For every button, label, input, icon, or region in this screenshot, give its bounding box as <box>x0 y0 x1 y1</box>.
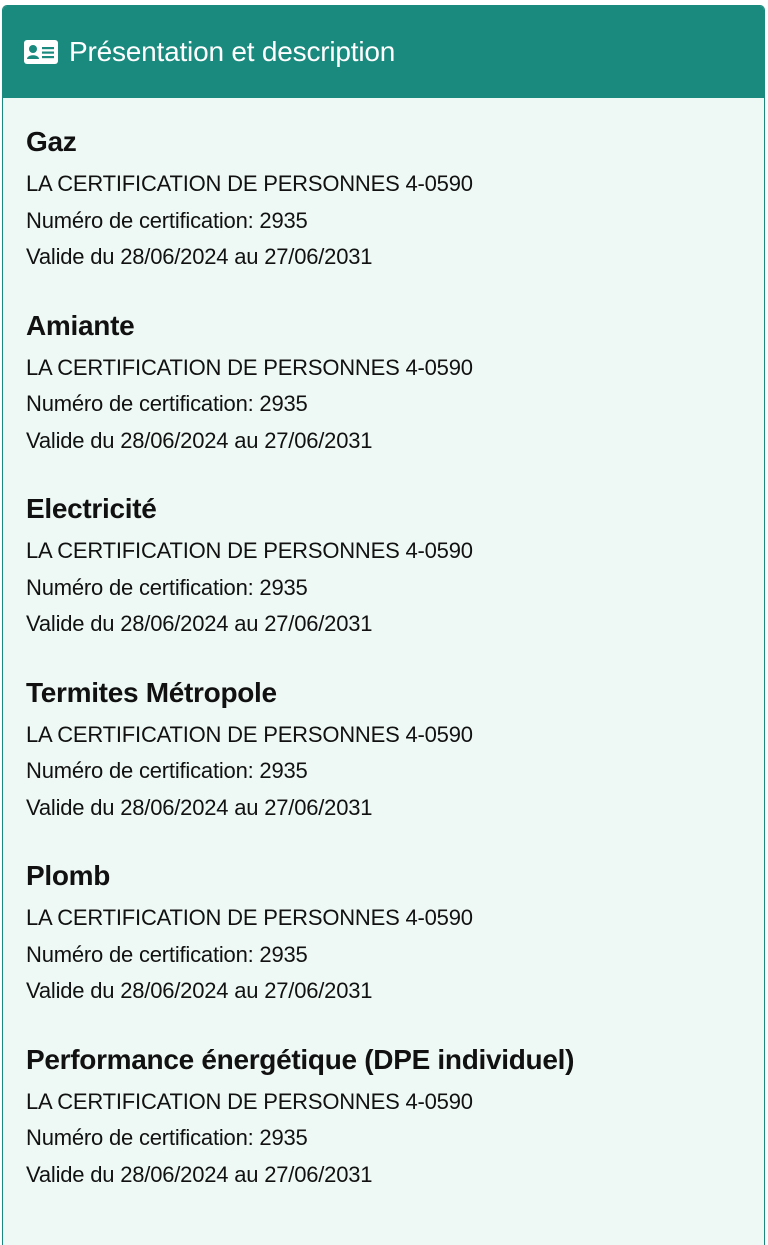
certification-validity: Valide du 28/06/2024 au 27/06/2031 <box>26 794 373 820</box>
certification-number: Numéro de certification: 2935 <box>26 941 308 967</box>
certification-name: Termites Métropole <box>26 676 277 708</box>
certification-organism: LA CERTIFICATION DE PERSONNES 4-0590 <box>26 354 473 380</box>
certification-organism: LA CERTIFICATION DE PERSONNES 4-0590 <box>26 538 473 563</box>
certification-item <box>26 676 764 827</box>
certification-item <box>26 1043 764 1194</box>
certification-name: Performance énergétique (DPE individuel) <box>26 1043 575 1075</box>
certification-organism: LA CERTIFICATION DE PERSONNES 4-0590 <box>26 905 473 930</box>
certification-name: Amiante <box>26 309 135 341</box>
id-card-icon <box>23 38 59 66</box>
certification-name: Electricité <box>26 493 157 524</box>
certification-name: Gaz <box>26 126 77 157</box>
certification-validity: Valide du 28/06/2024 au 27/06/2031 <box>26 1161 373 1187</box>
certification-validity: Valide du 28/06/2024 au 27/06/2031 <box>26 244 373 269</box>
certification-number: Numéro de certification: 2935 <box>26 758 308 783</box>
certification-number: Numéro de certification: 2935 <box>26 391 308 416</box>
certification-number: Numéro de certification: 2935 <box>26 574 308 600</box>
certification-name: Plomb <box>26 860 111 891</box>
certification-item <box>26 862 764 1010</box>
certification-validity: Valide du 28/06/2024 au 27/06/2031 <box>26 978 373 1003</box>
presentation-panel <box>2 5 765 1245</box>
certification-item <box>26 309 764 460</box>
certification-item <box>26 128 764 276</box>
certification-number: Numéro de certification: 2935 <box>26 1125 308 1150</box>
certification-organism: LA CERTIFICATION DE PERSONNES 4-0590 <box>26 1088 473 1114</box>
certification-organism: LA CERTIFICATION DE PERSONNES 4-0590 <box>26 721 473 747</box>
certification-item <box>26 495 764 643</box>
certification-validity: Valide du 28/06/2024 au 27/06/2031 <box>26 611 373 636</box>
panel-body <box>3 98 764 1193</box>
certification-validity: Valide du 28/06/2024 au 27/06/2031 <box>26 427 373 453</box>
panel-title: Présentation et description <box>69 36 396 67</box>
certification-organism: LA CERTIFICATION DE PERSONNES 4-0590 <box>26 171 473 196</box>
certification-number: Numéro de certification: 2935 <box>26 207 308 233</box>
panel-header <box>3 6 764 98</box>
